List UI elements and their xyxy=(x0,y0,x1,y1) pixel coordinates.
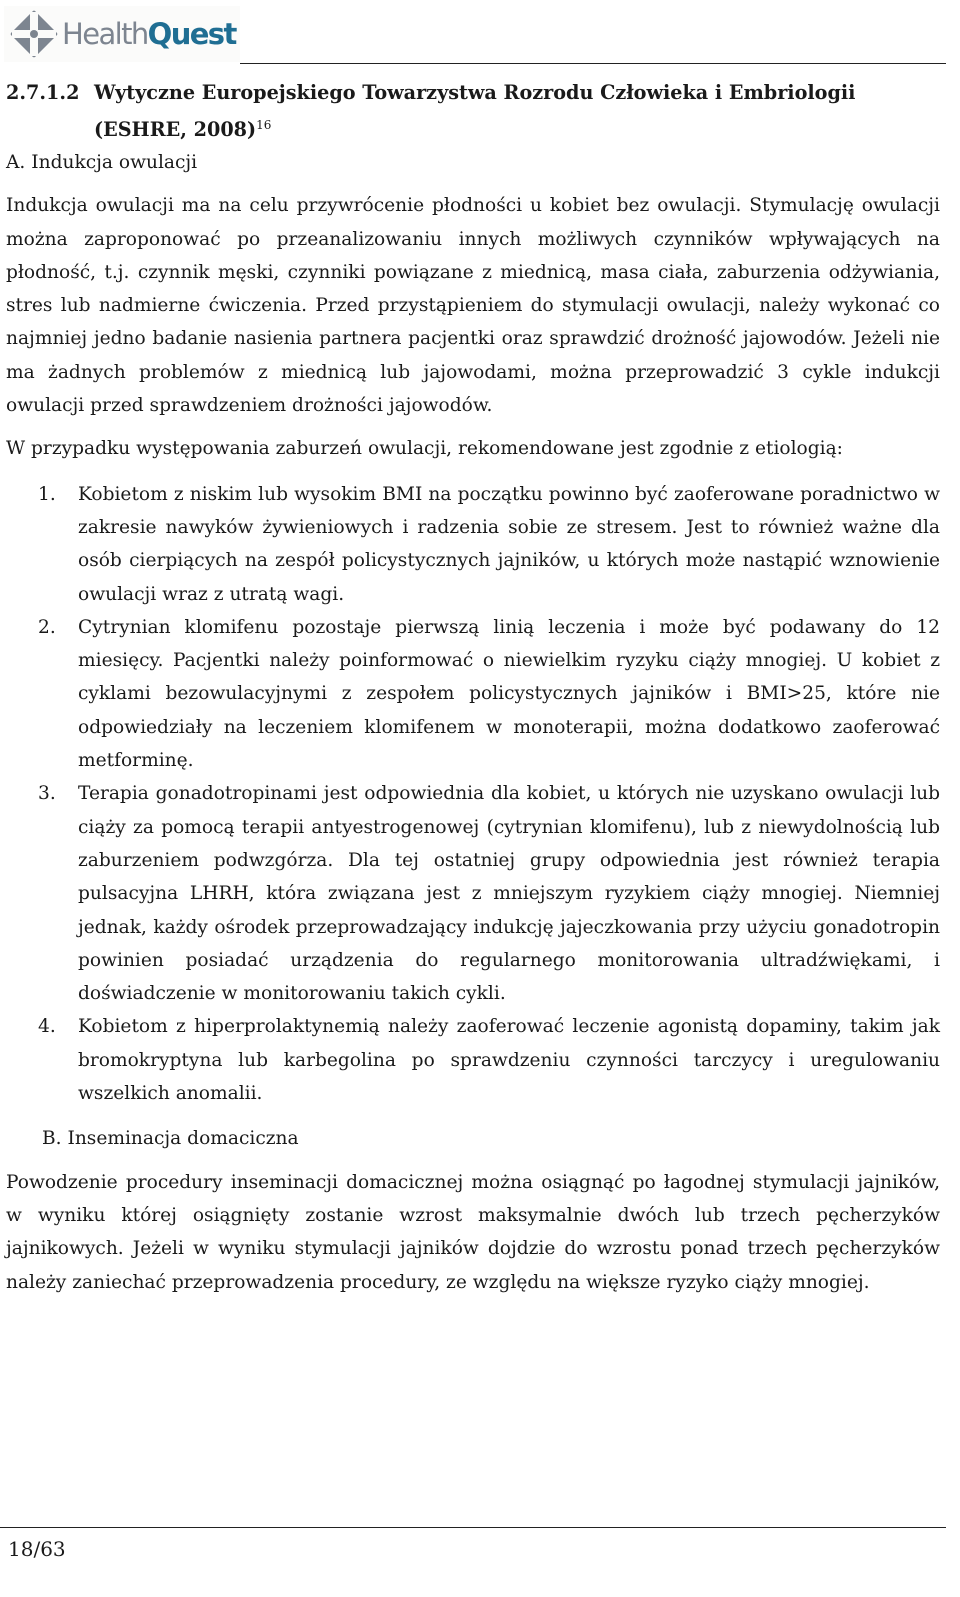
document-body xyxy=(6,76,940,1299)
header-divider xyxy=(240,63,946,64)
paragraph-3: Powodzenie procedury inseminacji domacicznej można osiągnąć po łagodnej stymulacji jajników, w wyniku której osiągnięty zostanie wzrost maksymalnie dwóch lub trzech pęcherzyków jajnikowych. Jeżeli w wyniku stymulacji jajników dojdzie do wzrostu ponad trzech pęcherzyków należy zaniechać przeprowadzenia procedury, ze względu na większe ryzyko ciąży mnogiej. xyxy=(6,1171,940,1293)
list-item xyxy=(6,611,940,777)
list-item xyxy=(6,1010,940,1110)
list-item-text: Kobietom z hiperprolaktynemią należy zaoferować leczenie agonistą dopaminy, takim jak bromokryptyna lub karbegolina po sprawdzeniu czynności tarczycy i uregulowaniu wszelkich anomalii. xyxy=(78,1016,940,1105)
list-item-text: Cytrynian klomifenu pozostaje pierwszą linią leczenia i może być podawany do 12 miesięcy. Pacjentki należy poinformować o niewielkim ryzyku ciąży mnogiej. U kobiet z cyklami bezowulacyjnymi z zespołem policystycznych jajników i BMI>25, które nie odpowiedziały na leczeniem klomifenem w monoterapii, można dodatkowo zaoferować metforminę. xyxy=(78,616,940,772)
list-item xyxy=(6,478,940,611)
healthquest-logo xyxy=(4,6,240,62)
list-item-text: Kobietom z niskim lub wysokim BMI na początku powinno być zaoferowane poradnictwo w zakresie nawyków żywieniowych i radzenia sobie ze stresem. Jest to również ważne dla osób cierpiących na zespół policystycznych jajników, u których może nastąpić wznowienie owulacji wraz z utratą wagi. xyxy=(78,483,940,605)
section-heading xyxy=(6,76,940,146)
list-item-number: 1. xyxy=(38,483,56,505)
page-number: 18/63 xyxy=(8,1537,66,1561)
paragraph-2: W przypadku występowania zaburzeń owulacji, rekomendowane jest zgodnie z etiologią: xyxy=(6,438,843,460)
list-item xyxy=(6,777,940,1010)
section-title-wrap xyxy=(94,76,940,146)
recommendation-list xyxy=(6,478,940,1111)
logo-wordmark: HealthQuest xyxy=(62,17,236,51)
footer-divider xyxy=(0,1527,946,1528)
subsection-a-heading: A. Indukcja owulacji xyxy=(6,152,198,173)
paragraph-1: Indukcja owulacji ma na celu przywrócenie płodności u kobiet bez owulacji. Stymulację owulacji można zaproponować po przeanalizowaniu innych możliwych czynników wpływających na płodność, t.j. czynnik męski, czynniki powiązane z miednicą, masa ciała, zaburzenia odżywiania, stres lub nadmierne ćwiczenia. Przed przystąpieniem do stymulacji owulacji, należy wykonać co najmniej jedno badanie nasienia partnera pacjentki oraz sprawdzić drożność jajowodów. Jeżeli nie ma żadnych problemów z miednicą lub jajowodami, można przeprowadzić 3 cykle indukcji owulacji przed sprawdzeniem drożności jajowodów. xyxy=(6,195,940,417)
section-reference: 16 xyxy=(256,118,272,132)
list-item-number: 4. xyxy=(38,1016,56,1038)
list-item-number: 2. xyxy=(38,616,56,638)
section-number: 2.7.1.2 xyxy=(6,81,80,104)
section-title: Wytyczne Europejskiego Towarzystwa Rozrodu Człowieka i Embriologii (ESHRE, 2008) xyxy=(94,81,856,141)
list-item-number: 3. xyxy=(38,783,56,805)
subsection-b-heading: B. Inseminacja domaciczna xyxy=(42,1128,299,1150)
logo-cross-icon xyxy=(10,10,58,58)
page-header xyxy=(0,0,960,68)
list-item-text: Terapia gonadotropinami jest odpowiednia dla kobiet, u których nie uzyskano owulacji lub ciąży za pomocą terapii antyestrogenowej (cytrynian klomifenu), lub z niewydolnością lub zaburzeniem podwzgórza. Dla tej ostatniej grupy odpowiednia jest również terapia pulsacyjna LHRH, która związana jest z mniejszym ryzykiem ciąży mnogiej. Niemniej jednak, każdy ośrodek przeprowadzający indukcję jajeczkowania przy użyciu gonadotropin powinien posiadać urządzenia do regularnego monitorowania ultradźwiękami, i doświadczenie w monitorowaniu takich cykli. xyxy=(78,783,940,1005)
